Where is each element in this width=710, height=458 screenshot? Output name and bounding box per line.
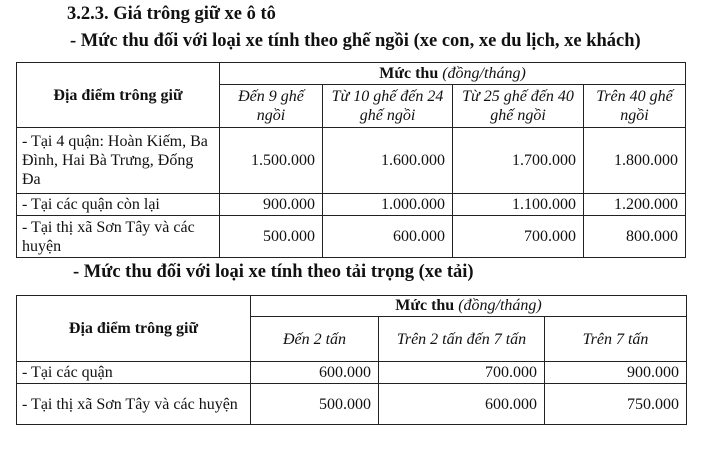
fee-group-header — [220, 63, 686, 85]
table-row — [17, 128, 686, 194]
table-row — [17, 362, 687, 384]
table-row — [17, 216, 686, 258]
location-cell: - Tại các quận còn lại — [17, 194, 220, 216]
fee-cell: 1.800.000 — [584, 128, 686, 194]
fee-cell: 750.000 — [545, 384, 687, 425]
fee-group-header — [251, 296, 687, 317]
column-header-10-to-24-seats: Từ 10 ghế đến 24 ghế ngồi — [323, 85, 453, 128]
column-header-2-to-7-tons: Trên 2 tấn đến 7 tấn — [379, 317, 545, 362]
column-header-over-7-tons: Trên 7 tấn — [545, 317, 687, 362]
seat-based-fee-table — [16, 62, 686, 258]
fee-cell: 800.000 — [584, 216, 686, 258]
location-cell: - Tại 4 quận: Hoàn Kiếm, Ba Đình, Hai Bà Trưng, Đống Đa — [17, 128, 220, 194]
load-based-fee-table — [16, 295, 687, 425]
load-table-caption: - Mức thu đối với loại xe tính theo tải trọng (xe tải) — [73, 262, 474, 282]
fee-cell: 1.500.000 — [220, 128, 323, 194]
location-cell: - Tại thị xã Sơn Tây và các huyện — [17, 216, 220, 258]
section-title: 3.2.3. Giá trông giữ xe ô tô — [67, 4, 276, 24]
column-header-over-40-seats: Trên 40 ghế ngồi — [584, 85, 686, 128]
table-row — [17, 194, 686, 216]
fee-cell: 1.700.000 — [453, 128, 584, 194]
location-cell: - Tại các quận — [17, 362, 251, 384]
location-cell: - Tại thị xã Sơn Tây và các huyện — [17, 384, 251, 425]
fee-cell: 1.100.000 — [453, 194, 584, 216]
location-column-header: Địa điểm trông giữ — [17, 296, 251, 362]
location-column-header: Địa điểm trông giữ — [17, 63, 220, 128]
header-row — [17, 63, 686, 85]
fee-cell: 600.000 — [251, 362, 379, 384]
fee-cell: 700.000 — [379, 362, 545, 384]
fee-cell: 500.000 — [220, 216, 323, 258]
fee-cell: 500.000 — [251, 384, 379, 425]
fee-cell: 600.000 — [379, 384, 545, 425]
table-row — [17, 384, 687, 425]
fee-label: Mức thu — [379, 64, 439, 82]
fee-cell: 900.000 — [220, 194, 323, 216]
column-header-25-to-40-seats: Từ 25 ghế đến 40 ghế ngồi — [453, 85, 584, 128]
header-row — [17, 296, 687, 317]
seat-table-caption: - Mức thu đối với loại xe tính theo ghế ngồi (xe con, xe du lịch, xe khách) — [70, 31, 641, 51]
fee-cell: 1.000.000 — [323, 194, 453, 216]
fee-cell: 1.600.000 — [323, 128, 453, 194]
fee-label: Mức thu — [395, 297, 455, 314]
fee-cell: 600.000 — [323, 216, 453, 258]
column-header-up-to-9-seats: Đến 9 ghế ngồi — [220, 85, 323, 128]
fee-cell: 700.000 — [453, 216, 584, 258]
fee-cell: 1.200.000 — [584, 194, 686, 216]
column-header-up-to-2-tons: Đến 2 tấn — [251, 317, 379, 362]
fee-cell: 900.000 — [545, 362, 687, 384]
fee-unit: (đồng/tháng) — [458, 297, 542, 314]
fee-unit: (đồng/tháng) — [442, 64, 526, 82]
